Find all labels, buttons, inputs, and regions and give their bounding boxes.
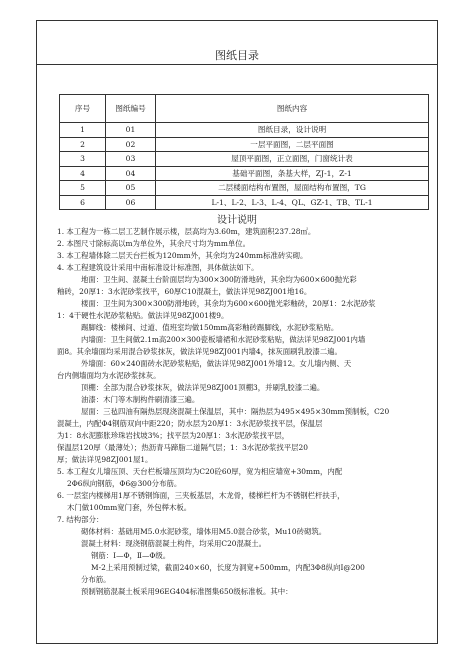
note-line: 为1：8水泥膨胀珍珠岩找坡3%；找平层为20厚1：3水泥砂浆找平层，: [57, 431, 290, 440]
note-line: 踢脚线：楼梯间、过道、值班室均做150mm高彩釉砖踢脚线，水泥砂浆粘贴。: [81, 323, 339, 332]
row-code: 01: [106, 123, 156, 138]
note-line: 4. 本工程建筑设计采用中南标准设计标准图，具体做法如下。: [57, 263, 259, 272]
row-content: 二层楼面结构布置图，屋面结构布置图，TG: [156, 181, 429, 196]
note-line: 5. 本工程女儿墙压顶、天台栏板墙压顶均为C20砼60厚，宽为相应墙宽+30mm，内配: [57, 467, 343, 476]
row-no: 2: [60, 137, 106, 152]
row-no: 4: [60, 166, 106, 181]
note-line: M-2上采用预制过梁，截面240×60，长度为洞宽+500mm，内配3Φ8纵向Ⅰ@200: [91, 563, 365, 572]
row-code: 06: [106, 195, 156, 210]
note-line: 混凝土，内配Φ4钢筋双向中距220；防水层为20厚1：3水泥砂浆找平层，保温层: [57, 419, 323, 428]
note-line: 厚；做法详见98ZJ001屋1。: [57, 455, 153, 464]
drawing-sheet: [36, 20, 438, 644]
table-header-row: [60, 95, 429, 123]
row-content: 基础平面图，条基大样，ZJ-1，Z-1: [156, 166, 429, 181]
row-content: L-1、L-2、L-3、L-4、QL、GZ-1、TB、TL-1: [156, 195, 429, 210]
row-no: 5: [60, 181, 106, 196]
row-content: 图纸目录，设计说明: [156, 123, 429, 138]
note-line: 楼面：卫生间为300×300防滑地砖，其余均为600×600抛光彩釉砖，20厚1：2水泥砂浆: [81, 299, 376, 308]
row-content: 一层平面图，二层平面图: [156, 137, 429, 152]
row-code: 02: [106, 137, 156, 152]
row-no: 6: [60, 195, 106, 210]
note-line: 7. 结构部分：: [57, 515, 104, 524]
row-code: 03: [106, 152, 156, 167]
index-title: 图纸目录: [215, 49, 259, 62]
note-line: 预制钢筋混凝土板采用96EG404标准图集650级标准板。其中：: [81, 587, 293, 596]
row-code: 05: [106, 181, 156, 196]
row-content: 屋顶平面图，正立面图，门窗统计表: [156, 152, 429, 167]
note-line: 2. 本图尺寸除标高以m为单位外，其余尺寸均为mm单位。: [57, 239, 251, 248]
table-row: [60, 123, 429, 138]
design-notes-title: 设计说明: [217, 215, 257, 226]
note-line: 釉砖，20厚1：3水泥砂浆找平，60厚C10混凝土，做法详见98ZJ001地16。: [57, 287, 312, 296]
header-code: 图纸编号: [106, 95, 156, 123]
note-line: 油漆：木门等木制构件刷清漆三遍。: [81, 395, 200, 404]
note-line: 木门做100mm宽门套，外包榉木板。: [67, 503, 192, 512]
table-row: [60, 181, 429, 196]
note-line: 1：4干硬性水泥砂浆粘贴。做法详见98ZJ001楼9。: [57, 311, 229, 320]
row-code: 04: [106, 166, 156, 181]
note-line: 1. 本工程为一栋二层工艺制作展示楼，层高均为3.60m，建筑面积237.28㎡。: [57, 227, 316, 236]
note-line: 顶棚：全部为混合砂浆抹灰，做法详见98ZJ001顶棚3，并刷乳胶漆二遍。: [81, 383, 325, 392]
row-no: 3: [60, 152, 106, 167]
note-line: 2Φ6纵向钢筋，Φ6@300分布筋。: [67, 479, 182, 488]
note-line: 台内侧墙面均为水泥砂浆抹灰。: [57, 371, 161, 380]
table-row: [60, 195, 429, 210]
note-line: 保温层120厚（最薄处）；热沥青马蹄脂二道隔气层；1：3水泥砂浆找平层20: [57, 443, 308, 452]
divider: [37, 64, 437, 65]
table-row: [60, 166, 429, 181]
design-notes: [57, 226, 431, 598]
header-no: 序号: [60, 95, 106, 123]
note-line: 混凝土材料：现浇钢筋混凝土构件，均采用C20混凝土。: [81, 539, 267, 548]
table-row: [60, 137, 429, 152]
note-line: 砌体材料：基础用M5.0水泥砂浆，墙体用M5.0混合砂浆，Mu10砖砌筑。: [81, 527, 327, 536]
note-line: 地面：卫生间、混凝土台阶面层均为300×300防滑地砖，其余均为600×600抛光彩: [81, 275, 357, 284]
note-line: 钢筋：Ⅰ—Φ，Ⅱ—Φ级。: [91, 551, 171, 560]
note-line: 屋面：三毡四油有隔热层现浇混凝土保温层，其中：隔热层为495×495×30mm预制板，C20: [81, 407, 390, 416]
note-line: 分布筋。: [81, 575, 111, 584]
note-line: 内墙面：卫生间做2.1m高200×300瓷板墙裙和水泥砂浆粘贴，做法详见98ZJ001内墙: [81, 335, 366, 344]
note-line: 6. 一层室内楼梯用1厚不锈钢饰面，三夹板基层，木龙骨，楼梯栏杆为不锈钢栏杆扶手，: [57, 491, 345, 500]
note-line: 3. 本工程墙体除二层天台拦板为120mm外，其余均为240mm标准砖实砌。: [57, 251, 308, 260]
header-content: 图纸内容: [156, 95, 429, 123]
table-row: [60, 152, 429, 167]
note-line: 外墙面：60×240面砖水泥砂浆粘贴，做法详见98ZJ001外墙12。女儿墙内侧、天: [81, 359, 352, 368]
drawing-index-table: [59, 94, 429, 210]
row-no: 1: [60, 123, 106, 138]
note-line: 面8。其余墙面均采用混合砂浆抹灰，做法详见98ZJ001内墙4，抹灰面刷乳胶漆二遍。: [57, 347, 342, 356]
